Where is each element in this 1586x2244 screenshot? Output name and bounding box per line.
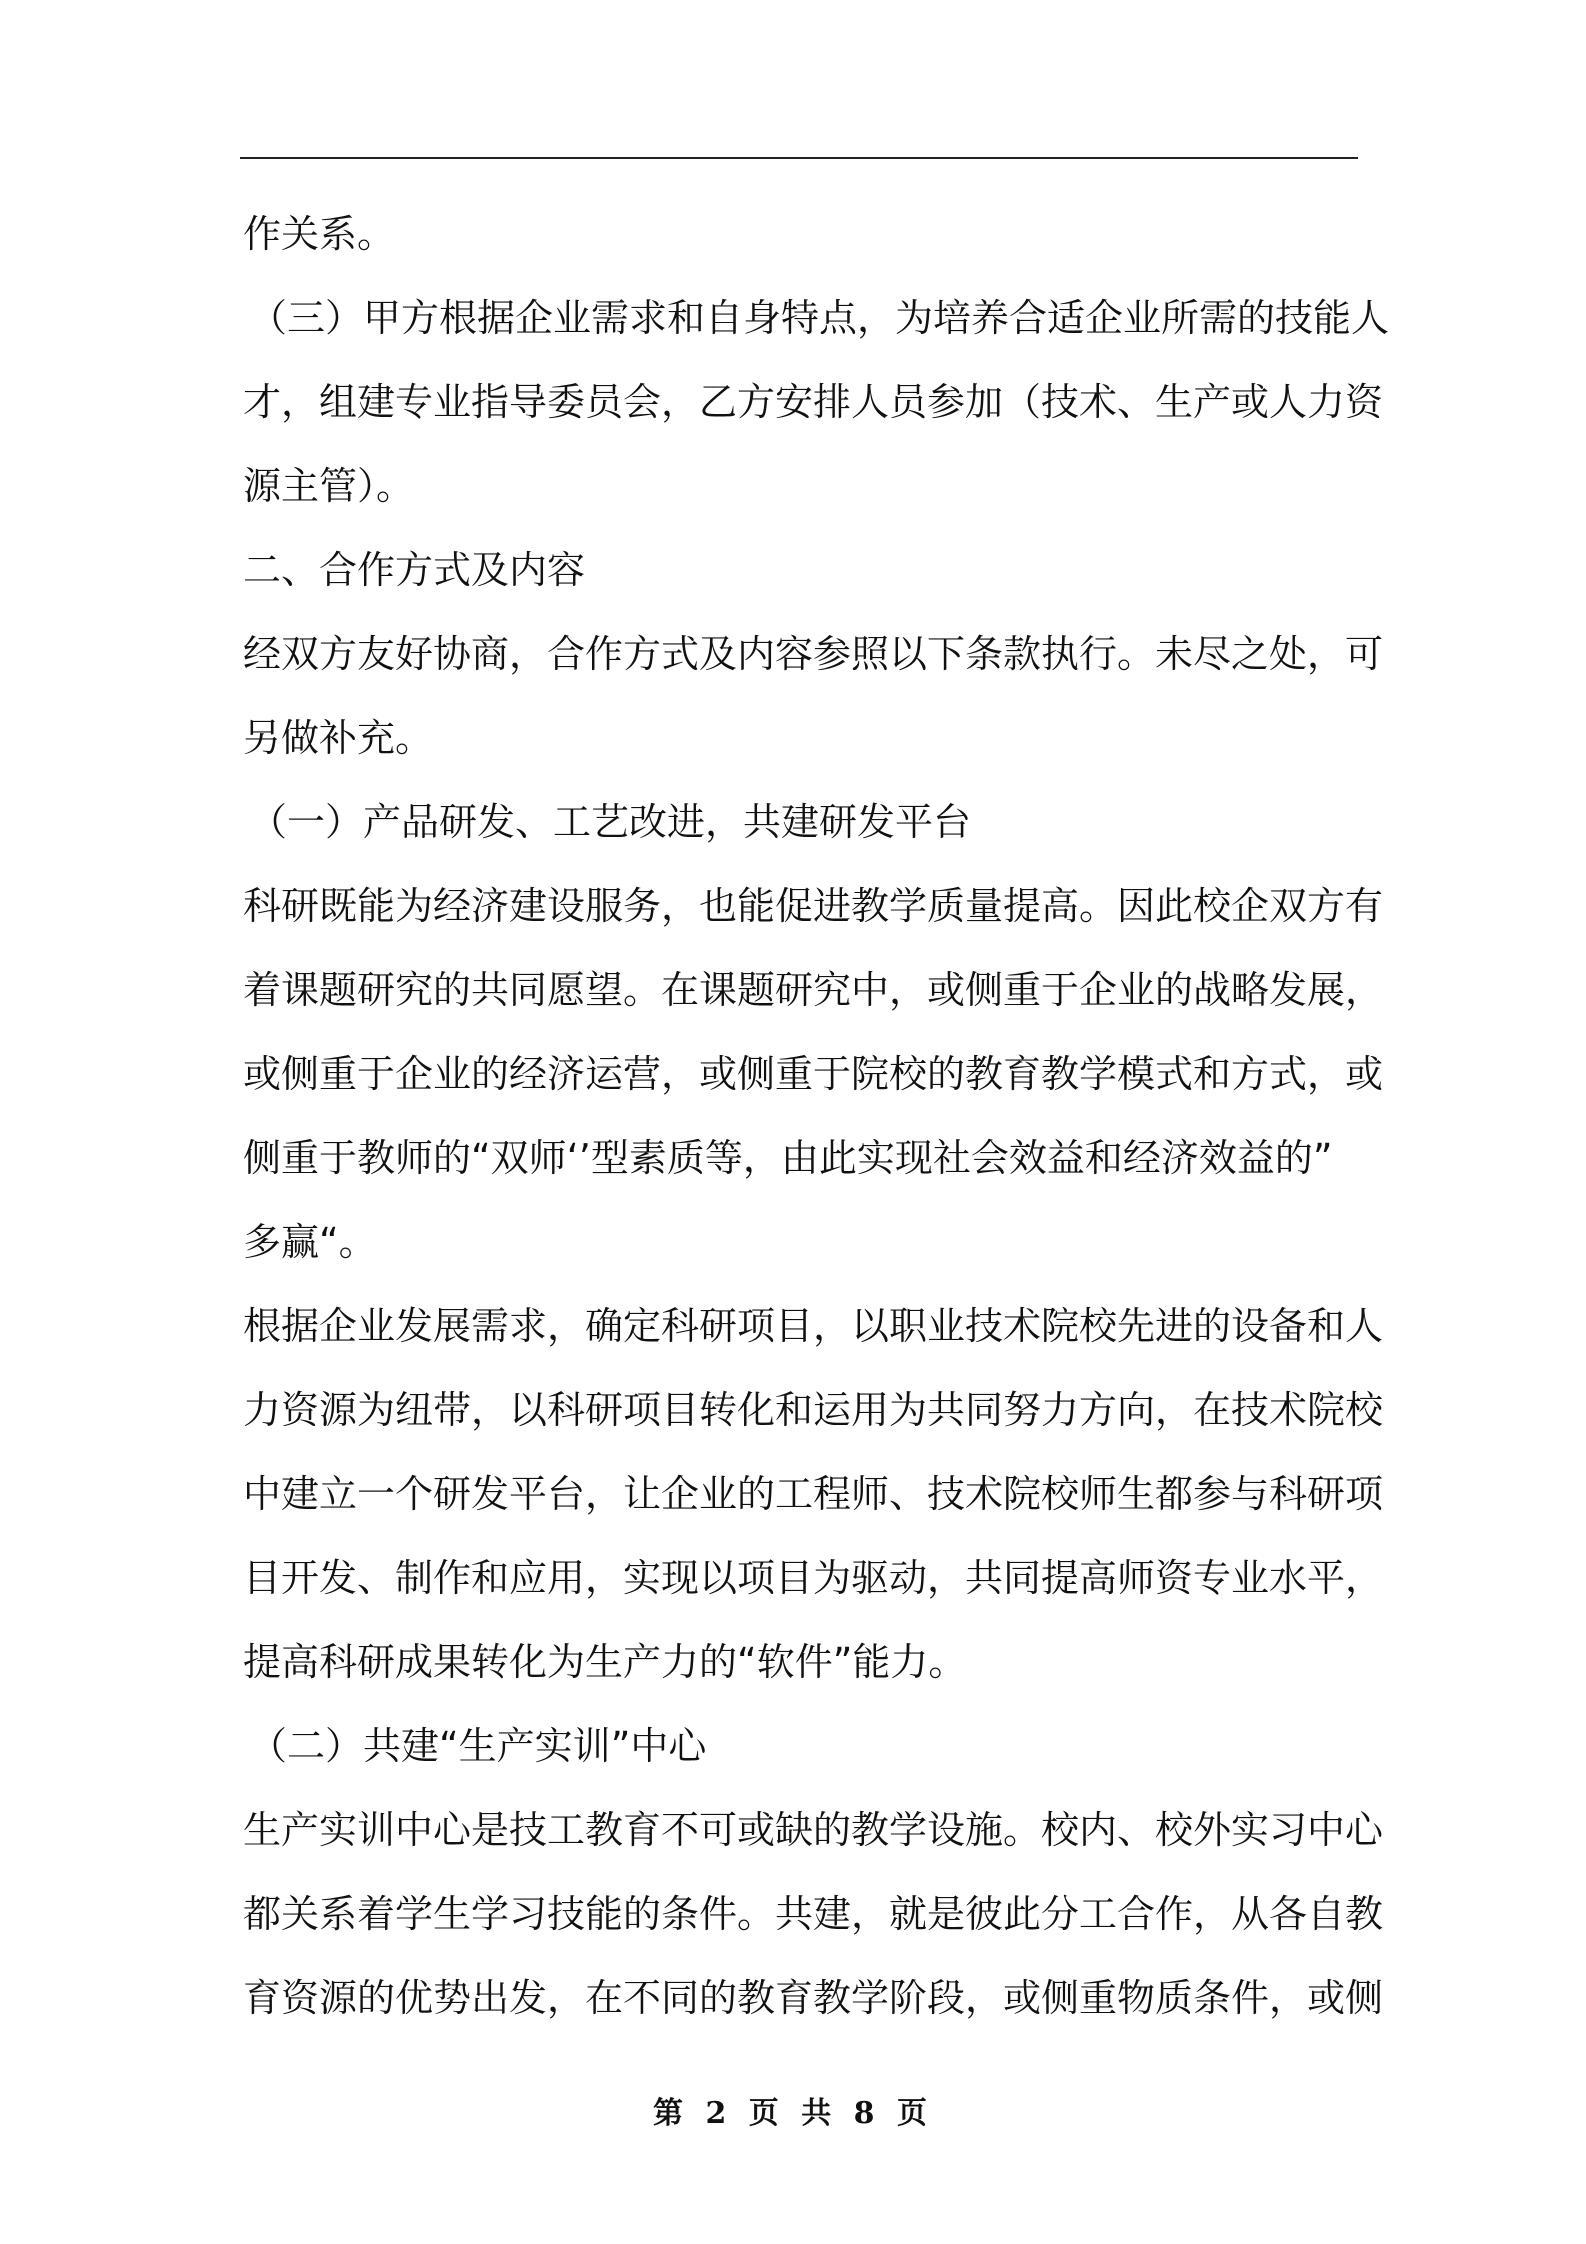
text-line: （三）甲方根据企业需求和自身特点，为培养合适企业所需的技能人 bbox=[249, 296, 1390, 340]
section-heading: 二、合作方式及内容 bbox=[243, 548, 586, 592]
text-line: 根据企业发展需求，确定科研项目，以职业技术院校先进的设备和人 bbox=[243, 1304, 1384, 1348]
subsection-heading: （二）共建“生产实训”中心 bbox=[249, 1724, 707, 1768]
text-line: 或侧重于企业的经济运营，或侧重于院校的教育教学模式和方式，或 bbox=[243, 1052, 1384, 1096]
text-line: 作关系。 bbox=[243, 212, 396, 256]
text-line: 育资源的优势出发，在不同的教育教学阶段，或侧重物质条件，或侧 bbox=[243, 1976, 1384, 2020]
text-line: 都关系着学生学习技能的条件。共建，就是彼此分工合作，从各自教 bbox=[243, 1892, 1384, 1936]
text-line: 目开发、制作和应用，实现以项目为驱动，共同提高师资专业水平， bbox=[243, 1556, 1384, 1600]
text-line: 生产实训中心是技工教育不可或缺的教学设施。校内、校外实习中心 bbox=[243, 1808, 1384, 1852]
text-line: 着课题研究的共同愿望。在课题研究中，或侧重于企业的战略发展， bbox=[243, 968, 1384, 1012]
page-number-footer: 第 2 页 共 8 页 bbox=[653, 2096, 933, 2131]
text-line: 源主管）。 bbox=[243, 464, 415, 508]
text-line: 才，组建专业指导委员会，乙方安排人员参加（技术、生产或人力资 bbox=[243, 380, 1384, 424]
text-line: 多赢“。 bbox=[243, 1220, 377, 1264]
text-line: 经双方友好协商，合作方式及内容参照以下条款执行。未尽之处，可 bbox=[243, 632, 1384, 676]
text-line: 另做补充。 bbox=[243, 716, 434, 760]
text-line: 侧重于教师的“双师‘’型素质等，由此实现社会效益和经济效益的” bbox=[243, 1136, 1333, 1180]
header-rule bbox=[240, 157, 1358, 159]
text-line: 提高科研成果转化为生产力的“软件”能力。 bbox=[243, 1640, 967, 1684]
text-line: 科研既能为经济建设服务，也能促进教学质量提高。因此校企双方有 bbox=[243, 884, 1384, 928]
subsection-heading: （一）产品研发、工艺改进，共建研发平台 bbox=[249, 800, 972, 844]
text-line: 中建立一个研发平台，让企业的工程师、技术院校师生都参与科研项 bbox=[243, 1472, 1384, 1516]
text-line: 力资源为纽带，以科研项目转化和运用为共同努力方向，在技术院校 bbox=[243, 1388, 1384, 1432]
document-body bbox=[243, 192, 1390, 2040]
